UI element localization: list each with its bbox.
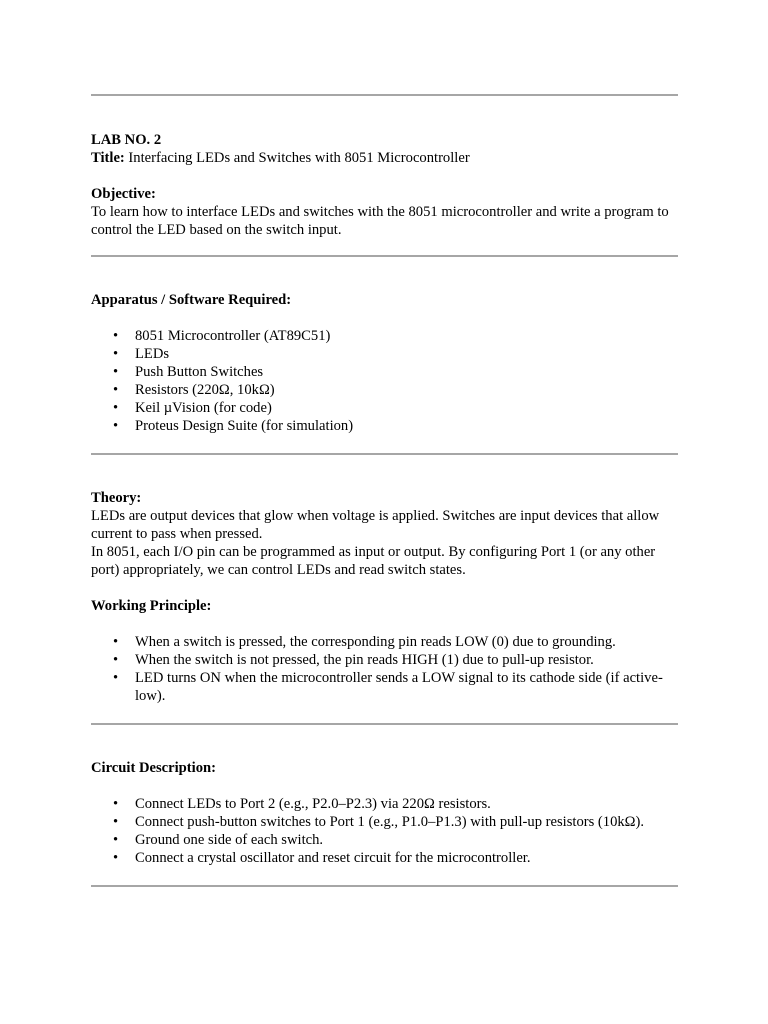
list-item: • Connect a crystal oscillator and reset circuit for the microcontroller. (135, 849, 678, 867)
list-item: • 8051 Microcontroller (AT89C51) (135, 327, 678, 345)
circuit-description-heading: Circuit Description: (91, 760, 216, 776)
list-item: • Push Button Switches (135, 363, 678, 381)
lab-title (91, 149, 678, 167)
document-page (91, 94, 678, 887)
objective-text: To learn how to interface LEDs and switches with the 8051 microcontroller and write a program to control the LED based on the switch input. (91, 204, 669, 238)
list-item: • Resistors (220Ω, 10kΩ) (135, 381, 678, 399)
title-text: Interfacing LEDs and Switches with 8051 Microcontroller (124, 150, 470, 166)
working-principle-heading: Working Principle: (91, 598, 212, 614)
theory-heading: Theory: (91, 490, 142, 506)
circuit-description-list (91, 795, 678, 867)
list-item: • Connect LEDs to Port 2 (e.g., P2.0–P2.3) via 220Ω resistors. (135, 795, 678, 813)
working-principle-list (91, 633, 678, 705)
list-item: • Ground one side of each switch. (135, 831, 678, 849)
list-item: • Keil µVision (for code) (135, 399, 678, 417)
theory-paragraph-2: In 8051, each I/O pin can be programmed as input or output. By configuring Port 1 (or any other port) appropriately, we can control LEDs and read switch states. (91, 544, 656, 578)
list-item: • Proteus Design Suite (for simulation) (135, 417, 678, 435)
list-item: • Connect push-button switches to Port 1 (e.g., P1.0–P1.3) with pull-up resistors (10kΩ). (135, 813, 678, 831)
objective-heading: Objective: (91, 186, 156, 202)
title-label: Title: (91, 150, 125, 166)
list-item: • LEDs (135, 345, 678, 363)
horizontal-rule (91, 885, 678, 887)
apparatus-list (91, 327, 678, 435)
lab-number: LAB NO. 2 (91, 132, 162, 148)
list-item: • When the switch is not pressed, the pin reads HIGH (1) due to pull-up resistor. (135, 651, 678, 669)
theory-paragraph-1: LEDs are output devices that glow when voltage is applied. Switches are input devices that allow current to pass when pressed. (91, 508, 660, 542)
apparatus-heading: Apparatus / Software Required: (91, 292, 292, 308)
list-item: • LED turns ON when the microcontroller sends a LOW signal to its cathode side (if active-low). (135, 669, 678, 705)
list-item: • When a switch is pressed, the corresponding pin reads LOW (0) due to grounding. (135, 633, 678, 651)
